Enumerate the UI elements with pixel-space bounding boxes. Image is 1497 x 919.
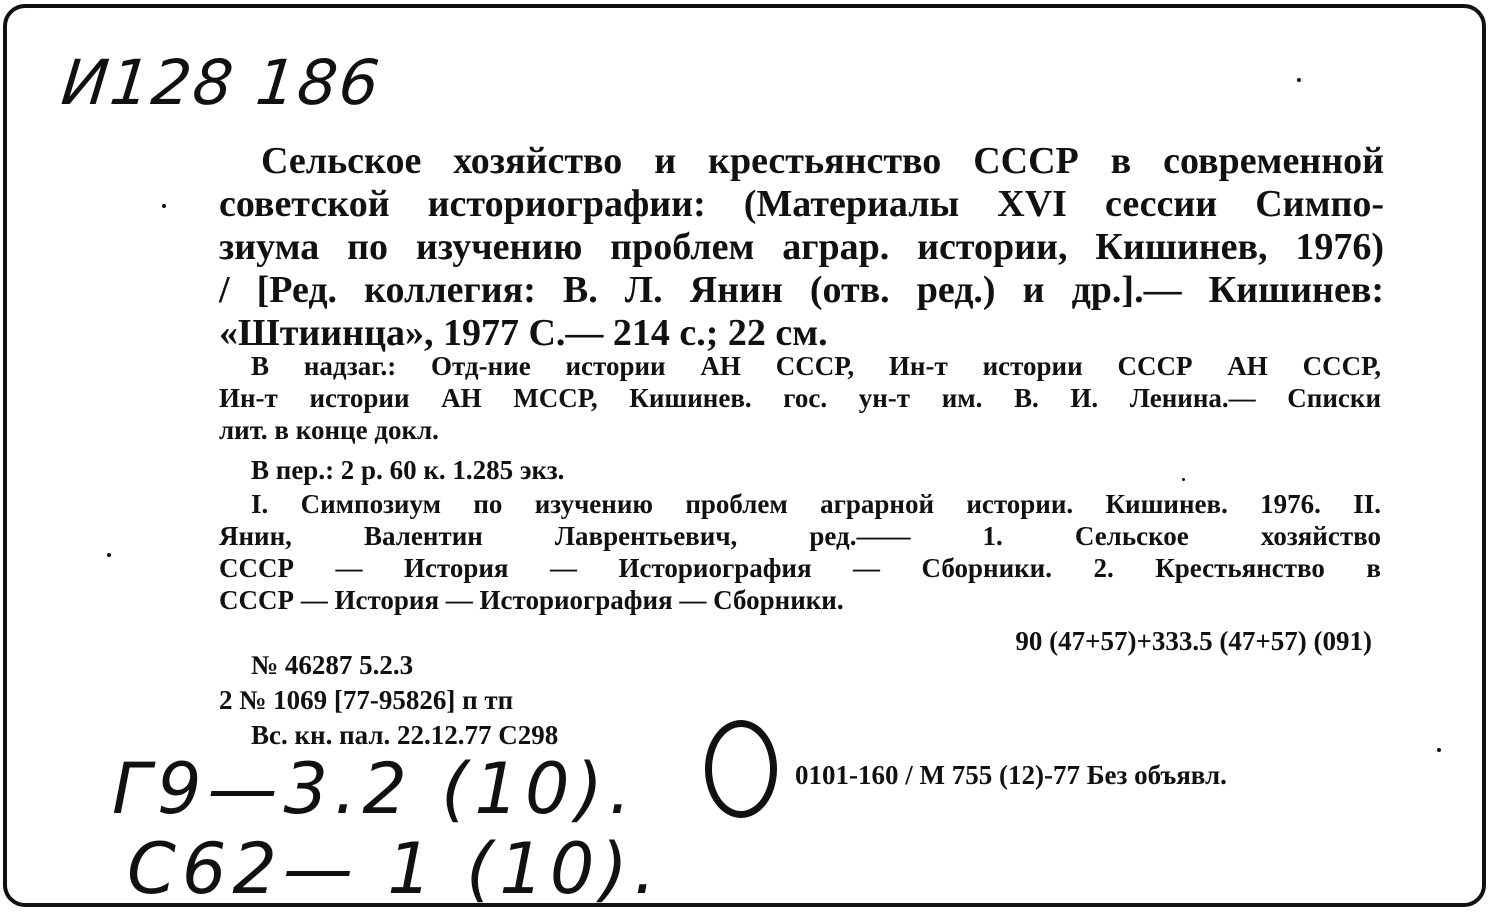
catalog-card bbox=[3, 4, 1486, 910]
circle-mark-icon bbox=[705, 720, 777, 818]
title-line: «Штиинца», 1977 С.— 214 с.; 22 см. bbox=[219, 312, 828, 354]
price-line: В пер.: 2 р. 60 к. 1.285 экз. bbox=[251, 455, 565, 485]
speck bbox=[1297, 78, 1301, 82]
record-number: № 46287 5.2.3 bbox=[251, 650, 414, 680]
subject-headings bbox=[219, 488, 1381, 616]
title-line: зиума по изучению проблем аграр. истории, Кишинев, 1976) bbox=[219, 226, 1384, 268]
order-line: 2 № 1069 [77-95826] п тп bbox=[219, 685, 514, 715]
subject-line: СССР — История — Историография — Сборники. 2. Крестьянство в bbox=[219, 553, 1381, 583]
title-statement bbox=[219, 140, 1384, 355]
chamber-line: Вс. кн. пал. 22.12.77 С298 bbox=[251, 720, 559, 750]
speck bbox=[107, 553, 111, 557]
subject-line: Янин, Валентин Лаврентьевич, ред.—— 1. Сельское хозяйство bbox=[219, 521, 1381, 551]
notes-line: лит. в конце докл. bbox=[219, 415, 439, 445]
handwritten-shelf-mark: Г9—3.2 (10). bbox=[112, 748, 638, 830]
index-line: 0101-160 / М 755 (12)-77 Без объявл. bbox=[795, 760, 1227, 790]
speck bbox=[1437, 748, 1441, 752]
handwritten-call-number: И128 186 bbox=[58, 46, 385, 119]
title-line: советской историографии: (Материалы XVI сессии Симпо- bbox=[219, 183, 1384, 225]
speck bbox=[162, 204, 166, 208]
subject-line: СССР — История — Историография — Сборники. bbox=[219, 585, 844, 615]
subject-line: I. Симпозиум по изучению проблем аграрной истории. Кишинев. 1976. II. bbox=[251, 489, 1381, 519]
speck bbox=[1182, 478, 1185, 481]
handwritten-shelf-mark: С62— 1 (10). bbox=[127, 828, 662, 910]
classification-code: 90 (47+57)+333.5 (47+57) (091) bbox=[1015, 626, 1372, 656]
notes-block bbox=[219, 350, 1381, 446]
record-lines bbox=[219, 648, 558, 753]
notes-line: В надзаг.: Отд-ние истории АН СССР, Ин-т истории СССР АН СССР, bbox=[251, 351, 1381, 381]
title-line: / [Ред. коллегия: В. Л. Янин (отв. ред.) и др.].— Кишинев: bbox=[219, 269, 1384, 311]
notes-line: Ин-т истории АН МССР, Кишинев. гос. ун-т им. В. И. Ленина.— Списки bbox=[219, 383, 1381, 413]
title-line: Сельское хозяйство и крестьянство СССР в современной bbox=[261, 140, 1384, 182]
